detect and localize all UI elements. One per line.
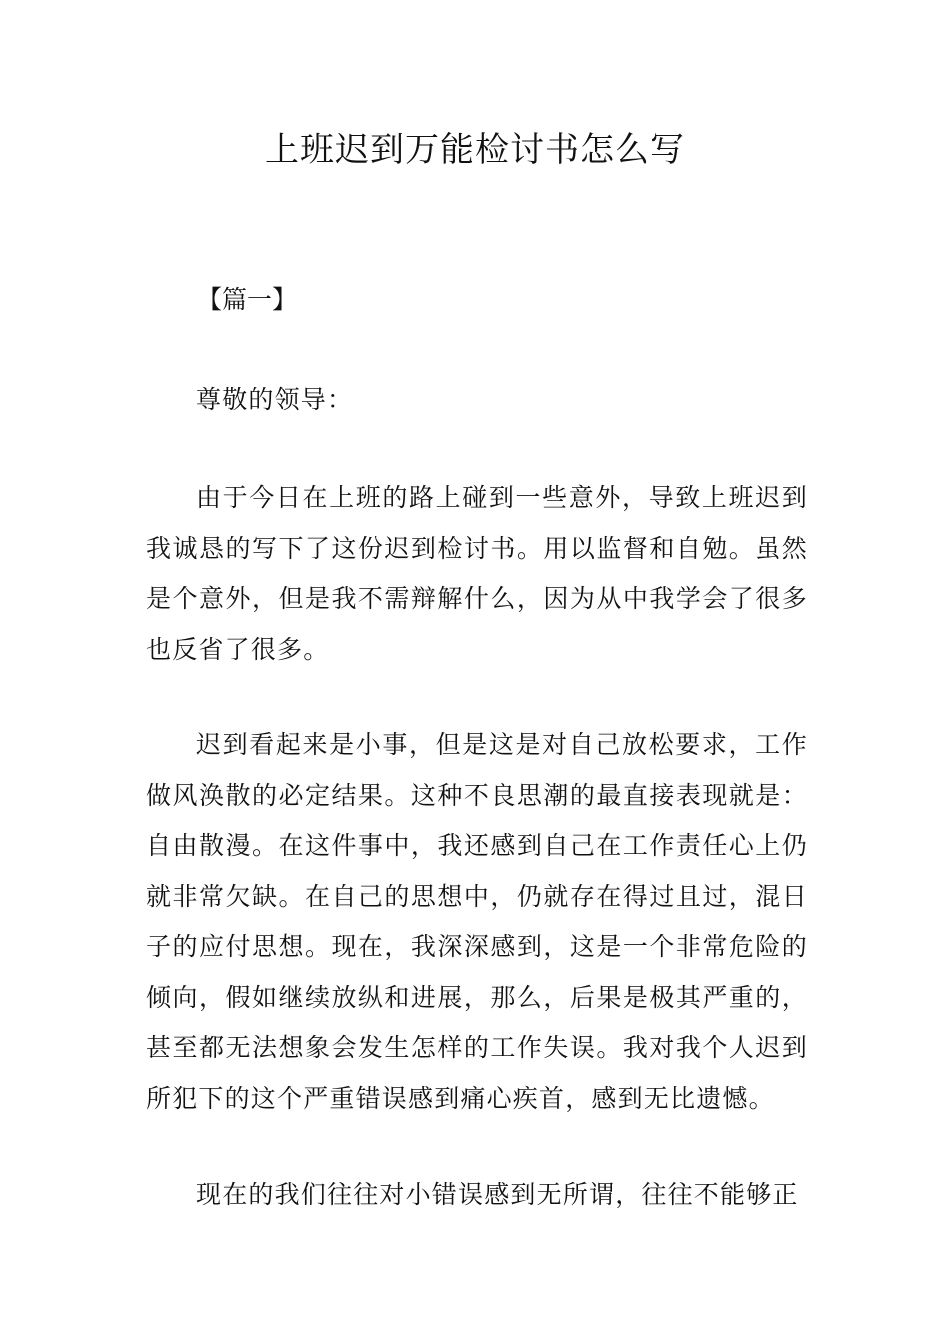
paragraph-1: 由于今日在上班的路上碰到一些意外，导致上班迟到我诚恳的写下了这份迟到检讨书。用以监督和自勉。虽然是个意外，但是我不需辩解什么，因为从中我学会了很多也反省了很多。 xyxy=(146,483,808,664)
document-title: 上班迟到万能检讨书怎么写 xyxy=(265,130,685,170)
section-heading: 【篇一】 xyxy=(197,285,298,314)
paragraph-2: 迟到看起来是小事，但是这是对自己放松要求，工作做风涣散的必定结果。这种不良思潮的最直接表现就是：自由散漫。在这件事中，我还感到自己在工作责任心上仍就非常欠缺。在自己的思想中，仍就存在得过且过，混日子的应付思想。现在，我深深感到，这是一个非常危险的倾向，假如继续放纵和进展，那么，后果是极其严重的，甚至都无法想象会发生怎样的工作失误。我对我个人迟到所犯下的这个严重错误感到痛心疾首，感到无比遗憾。 xyxy=(146,730,808,1113)
salutation: 尊敬的领导： xyxy=(196,385,354,414)
paragraph-3: 现在的我们往往对小错误感到无所谓，往往不能够正 xyxy=(196,1180,799,1209)
